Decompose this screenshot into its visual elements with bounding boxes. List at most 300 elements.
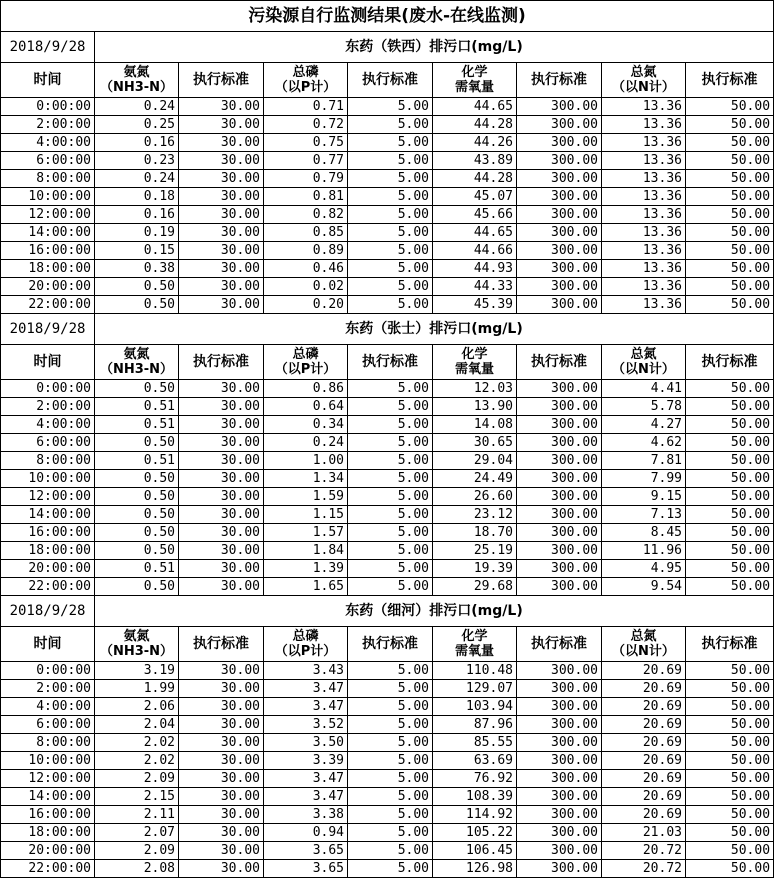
table-row (1, 860, 774, 878)
ammonia-cell: 0.50 (95, 278, 179, 296)
ammonia-standard-cell: 30.00 (179, 296, 264, 314)
cod-standard-cell: 300.00 (517, 242, 602, 260)
phosphorus-header (264, 627, 348, 662)
ammonia-header-line-1: 氨氮 (123, 629, 150, 644)
nitrogen-standard-cell: 50.00 (686, 224, 774, 242)
phosphorus-cell: 0.20 (264, 296, 348, 314)
table-row (1, 260, 774, 278)
nitrogen-standard-cell: 50.00 (686, 842, 774, 860)
nitrogen-standard-cell: 50.00 (686, 560, 774, 578)
nitrogen-standard-cell: 50.00 (686, 716, 774, 734)
nitrogen-cell: 13.36 (602, 116, 686, 134)
nitrogen-cell: 20.72 (602, 842, 686, 860)
nitrogen-header-line-1: 总氮 (630, 65, 657, 80)
phosphorus-standard-cell: 5.00 (348, 842, 433, 860)
ammonia-standard-cell: 30.00 (179, 680, 264, 698)
table-row (1, 716, 774, 734)
nitrogen-cell: 7.13 (602, 506, 686, 524)
ammonia-standard-cell: 30.00 (179, 470, 264, 488)
nitrogen-standard-cell: 50.00 (686, 734, 774, 752)
nitrogen-standard-cell: 50.00 (686, 524, 774, 542)
phosphorus-standard-cell: 5.00 (348, 260, 433, 278)
nitrogen-cell: 20.69 (602, 770, 686, 788)
phosphorus-standard-cell: 5.00 (348, 398, 433, 416)
phosphorus-cell: 3.52 (264, 716, 348, 734)
table-row (1, 806, 774, 824)
table-row (1, 770, 774, 788)
ammonia-cell: 2.07 (95, 824, 179, 842)
cod-cell: 129.07 (433, 680, 517, 698)
nitrogen-standard-cell: 50.00 (686, 824, 774, 842)
cod-standard-cell: 300.00 (517, 488, 602, 506)
cod-standard-cell: 300.00 (517, 452, 602, 470)
cod-standard-cell: 300.00 (517, 224, 602, 242)
cod-cell: 76.92 (433, 770, 517, 788)
table-row (1, 752, 774, 770)
cod-standard-cell: 300.00 (517, 560, 602, 578)
phosphorus-standard-cell: 5.00 (348, 296, 433, 314)
phosphorus-standard-cell: 5.00 (348, 770, 433, 788)
cod-standard-cell: 300.00 (517, 506, 602, 524)
cod-header-line-2: 需氧量 (454, 362, 494, 377)
time-header: 时间 (1, 63, 95, 98)
ammonia-cell: 2.09 (95, 842, 179, 860)
time-header: 时间 (1, 627, 95, 662)
phosphorus-cell: 0.71 (264, 98, 348, 116)
nitrogen-standard-cell: 50.00 (686, 242, 774, 260)
table-row (1, 170, 774, 188)
nitrogen-cell: 7.81 (602, 452, 686, 470)
table-row (1, 242, 774, 260)
time-cell: 6:00:00 (1, 434, 95, 452)
ammonia-header-line-1: 氨氮 (123, 65, 150, 80)
nitrogen-standard-cell: 50.00 (686, 752, 774, 770)
cod-cell: 24.49 (433, 470, 517, 488)
nitrogen-cell: 20.69 (602, 806, 686, 824)
nitrogen-standard-cell: 50.00 (686, 452, 774, 470)
ammonia-standard-cell: 30.00 (179, 734, 264, 752)
cod-cell: 85.55 (433, 734, 517, 752)
table-row (1, 488, 774, 506)
nitrogen-standard-cell: 50.00 (686, 788, 774, 806)
cod-standard-cell: 300.00 (517, 380, 602, 398)
phosphorus-standard-cell: 5.00 (348, 242, 433, 260)
ammonia-cell: 0.50 (95, 542, 179, 560)
section-heading-row (1, 32, 774, 63)
nitrogen-cell: 4.62 (602, 434, 686, 452)
table-row (1, 788, 774, 806)
nitrogen-standard-cell: 50.00 (686, 680, 774, 698)
ammonia-cell: 0.51 (95, 560, 179, 578)
table-row (1, 206, 774, 224)
nitrogen-standard-cell: 50.00 (686, 770, 774, 788)
cod-standard-cell: 300.00 (517, 98, 602, 116)
phosphorus-standard-cell: 5.00 (348, 380, 433, 398)
time-cell: 4:00:00 (1, 134, 95, 152)
time-cell: 14:00:00 (1, 506, 95, 524)
cod-standard-cell: 300.00 (517, 680, 602, 698)
section-date: 2018/9/28 (1, 32, 95, 63)
cod-standard-cell: 300.00 (517, 662, 602, 680)
nitrogen-header-line-1: 总氮 (630, 347, 657, 362)
nitrogen-cell: 20.72 (602, 860, 686, 878)
ammonia-standard-cell: 30.00 (179, 224, 264, 242)
table-row (1, 296, 774, 314)
phosphorus-cell: 3.38 (264, 806, 348, 824)
cod-standard-cell: 300.00 (517, 434, 602, 452)
ammonia-standard-cell: 30.00 (179, 752, 264, 770)
phosphorus-cell: 0.81 (264, 188, 348, 206)
table-row (1, 98, 774, 116)
table-row (1, 578, 774, 596)
nitrogen-standard-header: 执行标准 (686, 63, 774, 98)
phosphorus-standard-cell: 5.00 (348, 560, 433, 578)
ammonia-standard-cell: 30.00 (179, 278, 264, 296)
nitrogen-cell: 20.69 (602, 734, 686, 752)
phosphorus-cell: 3.47 (264, 680, 348, 698)
ammonia-standard-cell: 30.00 (179, 260, 264, 278)
phosphorus-cell: 0.02 (264, 278, 348, 296)
phosphorus-cell: 3.39 (264, 752, 348, 770)
cod-standard-cell: 300.00 (517, 734, 602, 752)
ammonia-standard-cell: 30.00 (179, 188, 264, 206)
ammonia-header (95, 63, 179, 98)
table-row (1, 380, 774, 398)
ammonia-standard-header: 执行标准 (179, 63, 264, 98)
nitrogen-standard-cell: 50.00 (686, 152, 774, 170)
nitrogen-standard-cell: 50.00 (686, 260, 774, 278)
ammonia-standard-cell: 30.00 (179, 716, 264, 734)
ammonia-header (95, 627, 179, 662)
phosphorus-cell: 0.85 (264, 224, 348, 242)
ammonia-cell: 0.24 (95, 98, 179, 116)
time-cell: 14:00:00 (1, 788, 95, 806)
time-cell: 12:00:00 (1, 770, 95, 788)
phosphorus-standard-cell: 5.00 (348, 278, 433, 296)
nitrogen-standard-cell: 50.00 (686, 860, 774, 878)
time-cell: 18:00:00 (1, 260, 95, 278)
phosphorus-standard-cell: 5.00 (348, 542, 433, 560)
nitrogen-cell: 20.69 (602, 716, 686, 734)
phosphorus-standard-cell: 5.00 (348, 752, 433, 770)
phosphorus-header-line-1: 总磷 (292, 347, 319, 362)
ammonia-standard-cell: 30.00 (179, 788, 264, 806)
nitrogen-standard-cell: 50.00 (686, 416, 774, 434)
cod-header (433, 627, 517, 662)
phosphorus-standard-cell: 5.00 (348, 98, 433, 116)
phosphorus-cell: 1.34 (264, 470, 348, 488)
column-header-row (1, 627, 774, 662)
table-row (1, 452, 774, 470)
nitrogen-cell: 4.95 (602, 560, 686, 578)
phosphorus-standard-header: 执行标准 (348, 345, 433, 380)
phosphorus-standard-cell: 5.00 (348, 824, 433, 842)
table-row (1, 188, 774, 206)
ammonia-standard-cell: 30.00 (179, 842, 264, 860)
ammonia-cell: 0.50 (95, 470, 179, 488)
phosphorus-standard-cell: 5.00 (348, 698, 433, 716)
phosphorus-cell: 3.47 (264, 770, 348, 788)
phosphorus-cell: 1.15 (264, 506, 348, 524)
nitrogen-cell: 5.78 (602, 398, 686, 416)
nitrogen-standard-cell: 50.00 (686, 296, 774, 314)
nitrogen-standard-cell: 50.00 (686, 398, 774, 416)
cod-standard-cell: 300.00 (517, 788, 602, 806)
time-cell: 10:00:00 (1, 188, 95, 206)
cod-cell: 25.19 (433, 542, 517, 560)
ammonia-cell: 0.23 (95, 152, 179, 170)
cod-standard-cell: 300.00 (517, 716, 602, 734)
cod-standard-header: 执行标准 (517, 63, 602, 98)
nitrogen-cell: 13.36 (602, 224, 686, 242)
time-cell: 16:00:00 (1, 524, 95, 542)
ammonia-standard-cell: 30.00 (179, 416, 264, 434)
phosphorus-standard-cell: 5.00 (348, 662, 433, 680)
ammonia-standard-cell: 30.00 (179, 662, 264, 680)
cod-standard-cell: 300.00 (517, 398, 602, 416)
cod-header-line-1: 化学 (461, 629, 488, 644)
ammonia-header-line-2: （NH3-N） (99, 644, 174, 659)
ammonia-header-line-2: （NH3-N） (99, 362, 174, 377)
nitrogen-cell: 20.69 (602, 698, 686, 716)
column-header-row (1, 63, 774, 98)
phosphorus-cell: 1.39 (264, 560, 348, 578)
table-row (1, 434, 774, 452)
nitrogen-standard-header: 执行标准 (686, 627, 774, 662)
time-cell: 4:00:00 (1, 698, 95, 716)
phosphorus-cell: 3.47 (264, 788, 348, 806)
nitrogen-standard-header: 执行标准 (686, 345, 774, 380)
phosphorus-cell: 0.79 (264, 170, 348, 188)
phosphorus-cell: 0.75 (264, 134, 348, 152)
nitrogen-cell: 13.36 (602, 134, 686, 152)
cod-header-line-2: 需氧量 (454, 644, 494, 659)
ammonia-standard-cell: 30.00 (179, 524, 264, 542)
time-cell: 20:00:00 (1, 278, 95, 296)
ammonia-standard-cell: 30.00 (179, 116, 264, 134)
cod-cell: 44.65 (433, 224, 517, 242)
phosphorus-header-line-2: （以P计） (274, 362, 337, 377)
ammonia-standard-cell: 30.00 (179, 770, 264, 788)
nitrogen-cell: 20.69 (602, 662, 686, 680)
cod-cell: 29.68 (433, 578, 517, 596)
phosphorus-standard-cell: 5.00 (348, 152, 433, 170)
time-cell: 10:00:00 (1, 752, 95, 770)
cod-standard-cell: 300.00 (517, 152, 602, 170)
time-cell: 12:00:00 (1, 206, 95, 224)
nitrogen-cell: 13.36 (602, 278, 686, 296)
cod-cell: 44.93 (433, 260, 517, 278)
cod-header-line-2: 需氧量 (454, 80, 494, 95)
phosphorus-cell: 1.00 (264, 452, 348, 470)
nitrogen-header (602, 345, 686, 380)
sheet-title: 污染源自行监测结果(废水-在线监测) (1, 1, 774, 32)
ammonia-cell: 0.50 (95, 506, 179, 524)
cod-header (433, 63, 517, 98)
phosphorus-header (264, 345, 348, 380)
cod-cell: 44.28 (433, 170, 517, 188)
time-cell: 16:00:00 (1, 242, 95, 260)
phosphorus-standard-cell: 5.00 (348, 224, 433, 242)
phosphorus-standard-cell: 5.00 (348, 134, 433, 152)
phosphorus-standard-cell: 5.00 (348, 806, 433, 824)
cod-standard-cell: 300.00 (517, 296, 602, 314)
phosphorus-standard-cell: 5.00 (348, 470, 433, 488)
table-row (1, 278, 774, 296)
ammonia-standard-header: 执行标准 (179, 345, 264, 380)
table-row (1, 542, 774, 560)
cod-standard-cell: 300.00 (517, 206, 602, 224)
table-row (1, 416, 774, 434)
cod-cell: 23.12 (433, 506, 517, 524)
time-cell: 8:00:00 (1, 170, 95, 188)
nitrogen-standard-cell: 50.00 (686, 542, 774, 560)
cod-standard-cell: 300.00 (517, 752, 602, 770)
phosphorus-cell: 0.89 (264, 242, 348, 260)
ammonia-standard-cell: 30.00 (179, 206, 264, 224)
time-cell: 20:00:00 (1, 842, 95, 860)
cod-cell: 106.45 (433, 842, 517, 860)
ammonia-cell: 3.19 (95, 662, 179, 680)
ammonia-standard-cell: 30.00 (179, 434, 264, 452)
cod-standard-cell: 300.00 (517, 170, 602, 188)
table-row (1, 152, 774, 170)
nitrogen-header (602, 627, 686, 662)
nitrogen-header-line-2: （以N计） (612, 80, 675, 95)
phosphorus-cell: 0.86 (264, 380, 348, 398)
cod-cell: 26.60 (433, 488, 517, 506)
ammonia-cell: 0.25 (95, 116, 179, 134)
nitrogen-cell: 13.36 (602, 98, 686, 116)
cod-standard-cell: 300.00 (517, 578, 602, 596)
phosphorus-cell: 0.24 (264, 434, 348, 452)
nitrogen-cell: 20.69 (602, 680, 686, 698)
ammonia-cell: 0.51 (95, 452, 179, 470)
phosphorus-cell: 0.72 (264, 116, 348, 134)
nitrogen-cell: 4.41 (602, 380, 686, 398)
cod-cell: 44.26 (433, 134, 517, 152)
ammonia-standard-cell: 30.00 (179, 242, 264, 260)
time-cell: 6:00:00 (1, 716, 95, 734)
cod-header-line-1: 化学 (461, 65, 488, 80)
cod-cell: 12.03 (433, 380, 517, 398)
nitrogen-cell: 13.36 (602, 260, 686, 278)
nitrogen-standard-cell: 50.00 (686, 806, 774, 824)
time-cell: 8:00:00 (1, 734, 95, 752)
phosphorus-cell: 3.50 (264, 734, 348, 752)
ammonia-cell: 2.02 (95, 752, 179, 770)
nitrogen-cell: 20.69 (602, 788, 686, 806)
nitrogen-standard-cell: 50.00 (686, 170, 774, 188)
nitrogen-standard-cell: 50.00 (686, 134, 774, 152)
cod-standard-cell: 300.00 (517, 542, 602, 560)
section-heading-row (1, 314, 774, 345)
cod-cell: 108.39 (433, 788, 517, 806)
nitrogen-header (602, 63, 686, 98)
nitrogen-cell: 4.27 (602, 416, 686, 434)
cod-cell: 44.66 (433, 242, 517, 260)
ammonia-standard-header: 执行标准 (179, 627, 264, 662)
ammonia-cell: 0.16 (95, 206, 179, 224)
ammonia-cell: 0.50 (95, 578, 179, 596)
ammonia-cell: 2.11 (95, 806, 179, 824)
nitrogen-cell: 13.36 (602, 188, 686, 206)
ammonia-cell: 2.15 (95, 788, 179, 806)
phosphorus-cell: 0.64 (264, 398, 348, 416)
nitrogen-cell: 7.99 (602, 470, 686, 488)
phosphorus-standard-cell: 5.00 (348, 206, 433, 224)
ammonia-cell: 0.16 (95, 134, 179, 152)
phosphorus-cell: 1.57 (264, 524, 348, 542)
ammonia-standard-cell: 30.00 (179, 806, 264, 824)
cod-standard-cell: 300.00 (517, 260, 602, 278)
table-row (1, 224, 774, 242)
cod-standard-cell: 300.00 (517, 524, 602, 542)
cod-cell: 44.28 (433, 116, 517, 134)
phosphorus-cell: 0.46 (264, 260, 348, 278)
ammonia-cell: 0.50 (95, 488, 179, 506)
cod-cell: 13.90 (433, 398, 517, 416)
phosphorus-standard-cell: 5.00 (348, 524, 433, 542)
time-cell: 0:00:00 (1, 380, 95, 398)
table-row (1, 134, 774, 152)
cod-header (433, 345, 517, 380)
ammonia-header (95, 345, 179, 380)
phosphorus-header-line-1: 总磷 (292, 629, 319, 644)
cod-cell: 126.98 (433, 860, 517, 878)
cod-cell: 44.65 (433, 98, 517, 116)
cod-cell: 45.39 (433, 296, 517, 314)
ammonia-standard-cell: 30.00 (179, 578, 264, 596)
nitrogen-standard-cell: 50.00 (686, 488, 774, 506)
cod-standard-cell: 300.00 (517, 860, 602, 878)
ammonia-cell: 2.09 (95, 770, 179, 788)
phosphorus-header-line-2: （以P计） (274, 80, 337, 95)
nitrogen-cell: 9.15 (602, 488, 686, 506)
time-header: 时间 (1, 345, 95, 380)
ammonia-cell: 0.50 (95, 524, 179, 542)
cod-standard-cell: 300.00 (517, 116, 602, 134)
nitrogen-standard-cell: 50.00 (686, 380, 774, 398)
ammonia-cell: 0.18 (95, 188, 179, 206)
cod-cell: 110.48 (433, 662, 517, 680)
table-row (1, 662, 774, 680)
ammonia-cell: 0.15 (95, 242, 179, 260)
nitrogen-cell: 21.03 (602, 824, 686, 842)
phosphorus-cell: 1.65 (264, 578, 348, 596)
nitrogen-standard-cell: 50.00 (686, 578, 774, 596)
ammonia-cell: 0.24 (95, 170, 179, 188)
table-row (1, 734, 774, 752)
ammonia-standard-cell: 30.00 (179, 824, 264, 842)
nitrogen-cell: 8.45 (602, 524, 686, 542)
cod-cell: 19.39 (433, 560, 517, 578)
nitrogen-standard-cell: 50.00 (686, 188, 774, 206)
time-cell: 2:00:00 (1, 398, 95, 416)
time-cell: 6:00:00 (1, 152, 95, 170)
nitrogen-header-line-2: （以N计） (612, 362, 675, 377)
nitrogen-header-line-1: 总氮 (630, 629, 657, 644)
cod-cell: 103.94 (433, 698, 517, 716)
phosphorus-standard-cell: 5.00 (348, 188, 433, 206)
table-row (1, 116, 774, 134)
nitrogen-standard-cell: 50.00 (686, 116, 774, 134)
cod-standard-cell: 300.00 (517, 416, 602, 434)
cod-cell: 105.22 (433, 824, 517, 842)
phosphorus-standard-cell: 5.00 (348, 170, 433, 188)
section-date: 2018/9/28 (1, 314, 95, 345)
phosphorus-standard-cell: 5.00 (348, 716, 433, 734)
